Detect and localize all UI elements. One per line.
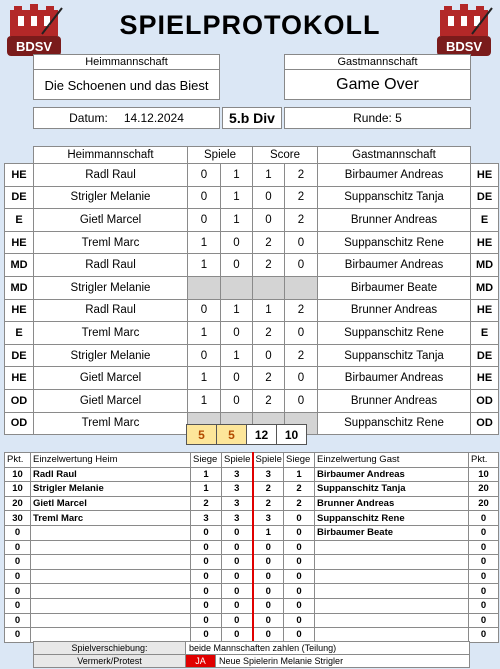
game-home-player: Strigler Melanie xyxy=(34,276,188,299)
summary-wins-home: 0 xyxy=(191,540,222,555)
summary-wins-guest: 1 xyxy=(284,467,315,482)
summary-wins-home: 0 xyxy=(191,598,222,613)
summary-points-home: 0 xyxy=(5,598,31,613)
summary-games-home: 3 xyxy=(222,467,253,482)
guest-team-label: Gastmannschaft xyxy=(285,55,470,70)
summary-header-home-eval: Einzelwertung Heim xyxy=(31,453,191,468)
summary-points-home: 20 xyxy=(5,496,31,511)
game-code-guest: HE xyxy=(471,367,499,390)
game-guest-player: Brunner Andreas xyxy=(318,209,471,232)
summary-points-guest: 0 xyxy=(469,584,499,599)
summary-wins-guest: 0 xyxy=(284,540,315,555)
summary-wins-home: 0 xyxy=(191,555,222,570)
game-score-guest: 2 xyxy=(285,299,318,322)
game-code-guest: OD xyxy=(471,412,499,435)
game-code-guest: HE xyxy=(471,231,499,254)
summary-points-home: 0 xyxy=(5,555,31,570)
summary-guest-player: Suppanschitz Rene xyxy=(315,511,469,526)
game-code-guest: MD xyxy=(471,254,499,277)
game-legs-guest: 1 xyxy=(221,186,253,209)
summary-home-player: Radl Raul xyxy=(31,467,191,482)
remark-flag: JA xyxy=(186,655,216,668)
summary-games-home: 0 xyxy=(222,598,253,613)
summary-games-guest: 1 xyxy=(253,525,284,540)
summary-home-player: Strigler Melanie xyxy=(31,482,191,497)
game-row xyxy=(5,276,499,299)
summary-points-guest: 0 xyxy=(469,525,499,540)
summary-games-guest: 0 xyxy=(253,584,284,599)
summary-games-guest: 0 xyxy=(253,598,284,613)
game-guest-player: Suppanschitz Tanja xyxy=(318,344,471,367)
total-guest-legs: 5 xyxy=(217,425,247,445)
game-score-guest: 2 xyxy=(285,209,318,232)
game-home-player: Gietl Marcel xyxy=(34,209,188,232)
game-score-guest: 0 xyxy=(285,389,318,412)
game-guest-player: Brunner Andreas xyxy=(318,389,471,412)
game-legs-guest: 0 xyxy=(221,231,253,254)
game-code-home: DE xyxy=(5,344,34,367)
summary-home-player xyxy=(31,613,191,628)
summary-points-guest: 0 xyxy=(469,598,499,613)
summary-points-home: 0 xyxy=(5,628,31,643)
game-legs-guest: 0 xyxy=(221,367,253,390)
summary-wins-guest: 0 xyxy=(284,613,315,628)
summary-points-home: 0 xyxy=(5,613,31,628)
game-legs-home: 1 xyxy=(188,231,221,254)
game-code-home: HE xyxy=(5,299,34,322)
game-row xyxy=(5,367,499,390)
game-legs-home: 0 xyxy=(188,164,221,187)
game-row xyxy=(5,164,499,187)
summary-games-guest: 0 xyxy=(253,569,284,584)
summary-guest-player xyxy=(315,598,469,613)
summary-wins-guest: 2 xyxy=(284,482,315,497)
game-score-guest: 2 xyxy=(285,186,318,209)
game-home-player: Strigler Melanie xyxy=(34,186,188,209)
game-legs-guest: 1 xyxy=(221,344,253,367)
postpone-value: beide Mannschaften zahlen (Teilung) xyxy=(186,642,470,655)
game-score-home: 2 xyxy=(253,367,285,390)
game-guest-player: Birbaumer Andreas xyxy=(318,164,471,187)
game-legs-home xyxy=(188,276,221,299)
summary-guest-player xyxy=(315,555,469,570)
summary-header-pts-guest: Pkt. xyxy=(469,453,499,468)
summary-points-guest: 20 xyxy=(469,482,499,497)
game-guest-player: Brunner Andreas xyxy=(318,299,471,322)
summary-home-player: Gietl Marcel xyxy=(31,496,191,511)
game-score-home: 1 xyxy=(253,164,285,187)
summary-home-player xyxy=(31,598,191,613)
summary-guest-player: Brunner Andreas xyxy=(315,496,469,511)
summary-guest-player: Suppanschitz Tanja xyxy=(315,482,469,497)
summary-home-player xyxy=(31,569,191,584)
summary-points-home: 10 xyxy=(5,467,31,482)
summary-guest-player: Birbaumer Beate xyxy=(315,525,469,540)
game-legs-guest: 0 xyxy=(221,254,253,277)
summary-header-games-guest: Spiele xyxy=(253,453,284,468)
games-header-home: Heimmannschaft xyxy=(34,147,188,164)
summary-row xyxy=(5,584,499,599)
page-title: SPIELPROTOKOLL xyxy=(119,9,381,40)
summary-games-guest: 3 xyxy=(253,467,284,482)
game-code-home: HE xyxy=(5,231,34,254)
summary-row xyxy=(5,569,499,584)
summary-points-guest: 0 xyxy=(469,613,499,628)
game-home-player: Radl Raul xyxy=(34,254,188,277)
game-legs-home: 0 xyxy=(188,209,221,232)
game-legs-home: 1 xyxy=(188,389,221,412)
summary-points-guest: 10 xyxy=(469,467,499,482)
summary-row xyxy=(5,467,499,482)
summary-wins-home: 0 xyxy=(191,628,222,643)
summary-home-player: Treml Marc xyxy=(31,511,191,526)
summary-guest-player: Birbaumer Andreas xyxy=(315,467,469,482)
summary-row xyxy=(5,613,499,628)
summary-header-games-home: Spiele xyxy=(222,453,253,468)
game-code-home: OD xyxy=(5,389,34,412)
game-home-player: Strigler Melanie xyxy=(34,344,188,367)
game-legs-guest: 1 xyxy=(221,209,253,232)
summary-wins-guest: 0 xyxy=(284,569,315,584)
totals-table xyxy=(186,424,307,445)
game-row xyxy=(5,389,499,412)
game-code-guest: DE xyxy=(471,186,499,209)
game-guest-player: Birbaumer Beate xyxy=(318,276,471,299)
summary-row xyxy=(5,555,499,570)
summary-points-home: 0 xyxy=(5,569,31,584)
games-header-legs: Spiele xyxy=(188,147,253,164)
game-legs-home: 1 xyxy=(188,254,221,277)
summary-header-pts-home: Pkt. xyxy=(5,453,31,468)
game-legs-home: 1 xyxy=(188,367,221,390)
summary-points-home: 30 xyxy=(5,511,31,526)
summary-wins-home: 1 xyxy=(191,467,222,482)
summary-home-player xyxy=(31,540,191,555)
game-score-guest xyxy=(285,276,318,299)
game-score-guest: 2 xyxy=(285,344,318,367)
game-legs-guest: 1 xyxy=(221,164,253,187)
summary-wins-guest: 0 xyxy=(284,628,315,643)
summary-wins-guest: 0 xyxy=(284,598,315,613)
game-home-player: Gietl Marcel xyxy=(34,389,188,412)
game-score-guest: 0 xyxy=(285,322,318,345)
summary-row xyxy=(5,598,499,613)
summary-header-wins-home: Siege xyxy=(191,453,222,468)
summary-wins-home: 0 xyxy=(191,569,222,584)
summary-row xyxy=(5,496,499,511)
game-score-home: 2 xyxy=(253,254,285,277)
summary-home-player xyxy=(31,525,191,540)
summary-header-guest-eval: Einzelwertung Gast xyxy=(315,453,469,468)
summary-games-guest: 0 xyxy=(253,628,284,643)
summary-games-guest: 3 xyxy=(253,511,284,526)
date-label: Datum: xyxy=(69,111,108,125)
notes-table xyxy=(33,641,470,668)
game-guest-player: Suppanschitz Tanja xyxy=(318,186,471,209)
summary-points-home: 10 xyxy=(5,482,31,497)
game-code-home: HE xyxy=(5,367,34,390)
game-home-player: Treml Marc xyxy=(34,231,188,254)
postpone-label: Spielverschiebung: xyxy=(34,642,186,655)
summary-points-guest: 0 xyxy=(469,555,499,570)
summary-points-guest: 0 xyxy=(469,511,499,526)
game-code-guest: HE xyxy=(471,164,499,187)
game-legs-home: 0 xyxy=(188,186,221,209)
game-code-guest: HE xyxy=(471,299,499,322)
summary-games-home: 0 xyxy=(222,525,253,540)
logo-text: BDSV xyxy=(445,38,483,54)
summary-wins-home: 0 xyxy=(191,584,222,599)
game-score-home: 0 xyxy=(253,186,285,209)
summary-home-player xyxy=(31,555,191,570)
summary-games-home: 0 xyxy=(222,540,253,555)
total-guest-score: 10 xyxy=(277,425,307,445)
games-header-guest: Gastmannschaft xyxy=(318,147,471,164)
summary-wins-home: 0 xyxy=(191,613,222,628)
summary-wins-guest: 0 xyxy=(284,511,315,526)
game-home-player: Gietl Marcel xyxy=(34,367,188,390)
game-guest-player: Birbaumer Andreas xyxy=(318,254,471,277)
game-guest-player: Birbaumer Andreas xyxy=(318,367,471,390)
game-row xyxy=(5,231,499,254)
summary-wins-home: 3 xyxy=(191,511,222,526)
game-code-home: MD xyxy=(5,276,34,299)
home-team-name: Die Schoenen und das Biest xyxy=(44,77,209,93)
bdsv-logo-left xyxy=(4,4,64,58)
summary-games-guest: 0 xyxy=(253,540,284,555)
summary-wins-guest: 0 xyxy=(284,584,315,599)
games-header-score: Score xyxy=(253,147,318,164)
game-row xyxy=(5,254,499,277)
game-score-guest: 0 xyxy=(285,231,318,254)
game-row xyxy=(5,344,499,367)
summary-guest-player xyxy=(315,584,469,599)
guest-team-box xyxy=(284,54,471,100)
game-legs-guest: 0 xyxy=(221,322,253,345)
summary-row xyxy=(5,511,499,526)
game-score-home xyxy=(253,276,285,299)
summary-wins-home: 2 xyxy=(191,496,222,511)
summary-games-guest: 2 xyxy=(253,496,284,511)
summary-games-home: 0 xyxy=(222,628,253,643)
game-code-home: DE xyxy=(5,186,34,209)
game-row xyxy=(5,322,499,345)
summary-wins-home: 1 xyxy=(191,482,222,497)
summary-row xyxy=(5,525,499,540)
games-table xyxy=(4,146,499,435)
summary-wins-guest: 2 xyxy=(284,496,315,511)
round-box: Runde: 5 xyxy=(284,107,471,129)
summary-games-home: 0 xyxy=(222,613,253,628)
game-code-home: E xyxy=(5,209,34,232)
summary-games-guest: 0 xyxy=(253,555,284,570)
game-score-home: 2 xyxy=(253,322,285,345)
game-score-guest: 2 xyxy=(285,164,318,187)
game-score-home: 0 xyxy=(253,209,285,232)
game-row xyxy=(5,209,499,232)
game-score-home: 2 xyxy=(253,231,285,254)
game-code-guest: E xyxy=(471,322,499,345)
remark-value: Neue Spielerin Melanie Strigler xyxy=(216,655,470,668)
game-guest-player: Suppanschitz Rene xyxy=(318,322,471,345)
game-code-home: HE xyxy=(5,164,34,187)
summary-row xyxy=(5,482,499,497)
game-home-player: Radl Raul xyxy=(34,299,188,322)
game-code-home: MD xyxy=(5,254,34,277)
game-score-guest: 0 xyxy=(285,254,318,277)
summary-games-home: 3 xyxy=(222,496,253,511)
summary-guest-player xyxy=(315,540,469,555)
game-home-player: Radl Raul xyxy=(34,164,188,187)
game-score-home: 1 xyxy=(253,299,285,322)
home-team-box xyxy=(33,54,220,100)
summary-points-guest: 20 xyxy=(469,496,499,511)
summary-home-player xyxy=(31,584,191,599)
date-value: 14.12.2024 xyxy=(123,111,184,125)
summary-guest-player xyxy=(315,569,469,584)
home-team-label: Heimmannschaft xyxy=(34,55,219,70)
guest-team-name: Game Over xyxy=(336,76,419,93)
game-legs-home: 1 xyxy=(188,322,221,345)
game-legs-guest xyxy=(221,276,253,299)
summary-games-home: 0 xyxy=(222,555,253,570)
summary-points-guest: 0 xyxy=(469,569,499,584)
summary-points-home: 0 xyxy=(5,540,31,555)
player-summary-table xyxy=(4,452,499,643)
summary-points-home: 0 xyxy=(5,525,31,540)
summary-wins-guest: 0 xyxy=(284,555,315,570)
game-guest-player: Suppanschitz Rene xyxy=(318,412,471,435)
game-row xyxy=(5,299,499,322)
summary-games-home: 0 xyxy=(222,569,253,584)
summary-games-home: 0 xyxy=(222,584,253,599)
game-legs-home: 0 xyxy=(188,299,221,322)
summary-games-guest: 0 xyxy=(253,613,284,628)
game-score-home: 0 xyxy=(253,344,285,367)
summary-games-home: 3 xyxy=(222,482,253,497)
summary-wins-home: 0 xyxy=(191,525,222,540)
total-home-legs: 5 xyxy=(187,425,217,445)
game-row xyxy=(5,186,499,209)
game-code-home: E xyxy=(5,322,34,345)
summary-row xyxy=(5,540,499,555)
game-home-player: Treml Marc xyxy=(34,322,188,345)
remark-label: Vermerk/Protest xyxy=(34,655,186,668)
game-score-guest: 0 xyxy=(285,367,318,390)
game-code-home: OD xyxy=(5,412,34,435)
game-legs-guest: 1 xyxy=(221,299,253,322)
total-home-score: 12 xyxy=(247,425,277,445)
game-score-home: 2 xyxy=(253,389,285,412)
game-code-guest: E xyxy=(471,209,499,232)
game-home-player: Treml Marc xyxy=(34,412,188,435)
summary-header-wins-guest: Siege xyxy=(284,453,315,468)
summary-wins-guest: 0 xyxy=(284,525,315,540)
summary-games-guest: 2 xyxy=(253,482,284,497)
game-legs-guest: 0 xyxy=(221,389,253,412)
game-guest-player: Suppanschitz Rene xyxy=(318,231,471,254)
game-code-guest: OD xyxy=(471,389,499,412)
game-legs-home: 0 xyxy=(188,344,221,367)
date-box xyxy=(33,107,220,129)
game-code-guest: MD xyxy=(471,276,499,299)
summary-guest-player xyxy=(315,613,469,628)
summary-points-guest: 0 xyxy=(469,540,499,555)
logo-text: BDSV xyxy=(15,38,53,54)
summary-points-guest: 0 xyxy=(469,628,499,643)
summary-games-home: 3 xyxy=(222,511,253,526)
division-box: 5.b Div xyxy=(222,107,282,129)
bdsv-logo-right xyxy=(434,4,494,58)
summary-points-home: 0 xyxy=(5,584,31,599)
game-code-guest: DE xyxy=(471,344,499,367)
